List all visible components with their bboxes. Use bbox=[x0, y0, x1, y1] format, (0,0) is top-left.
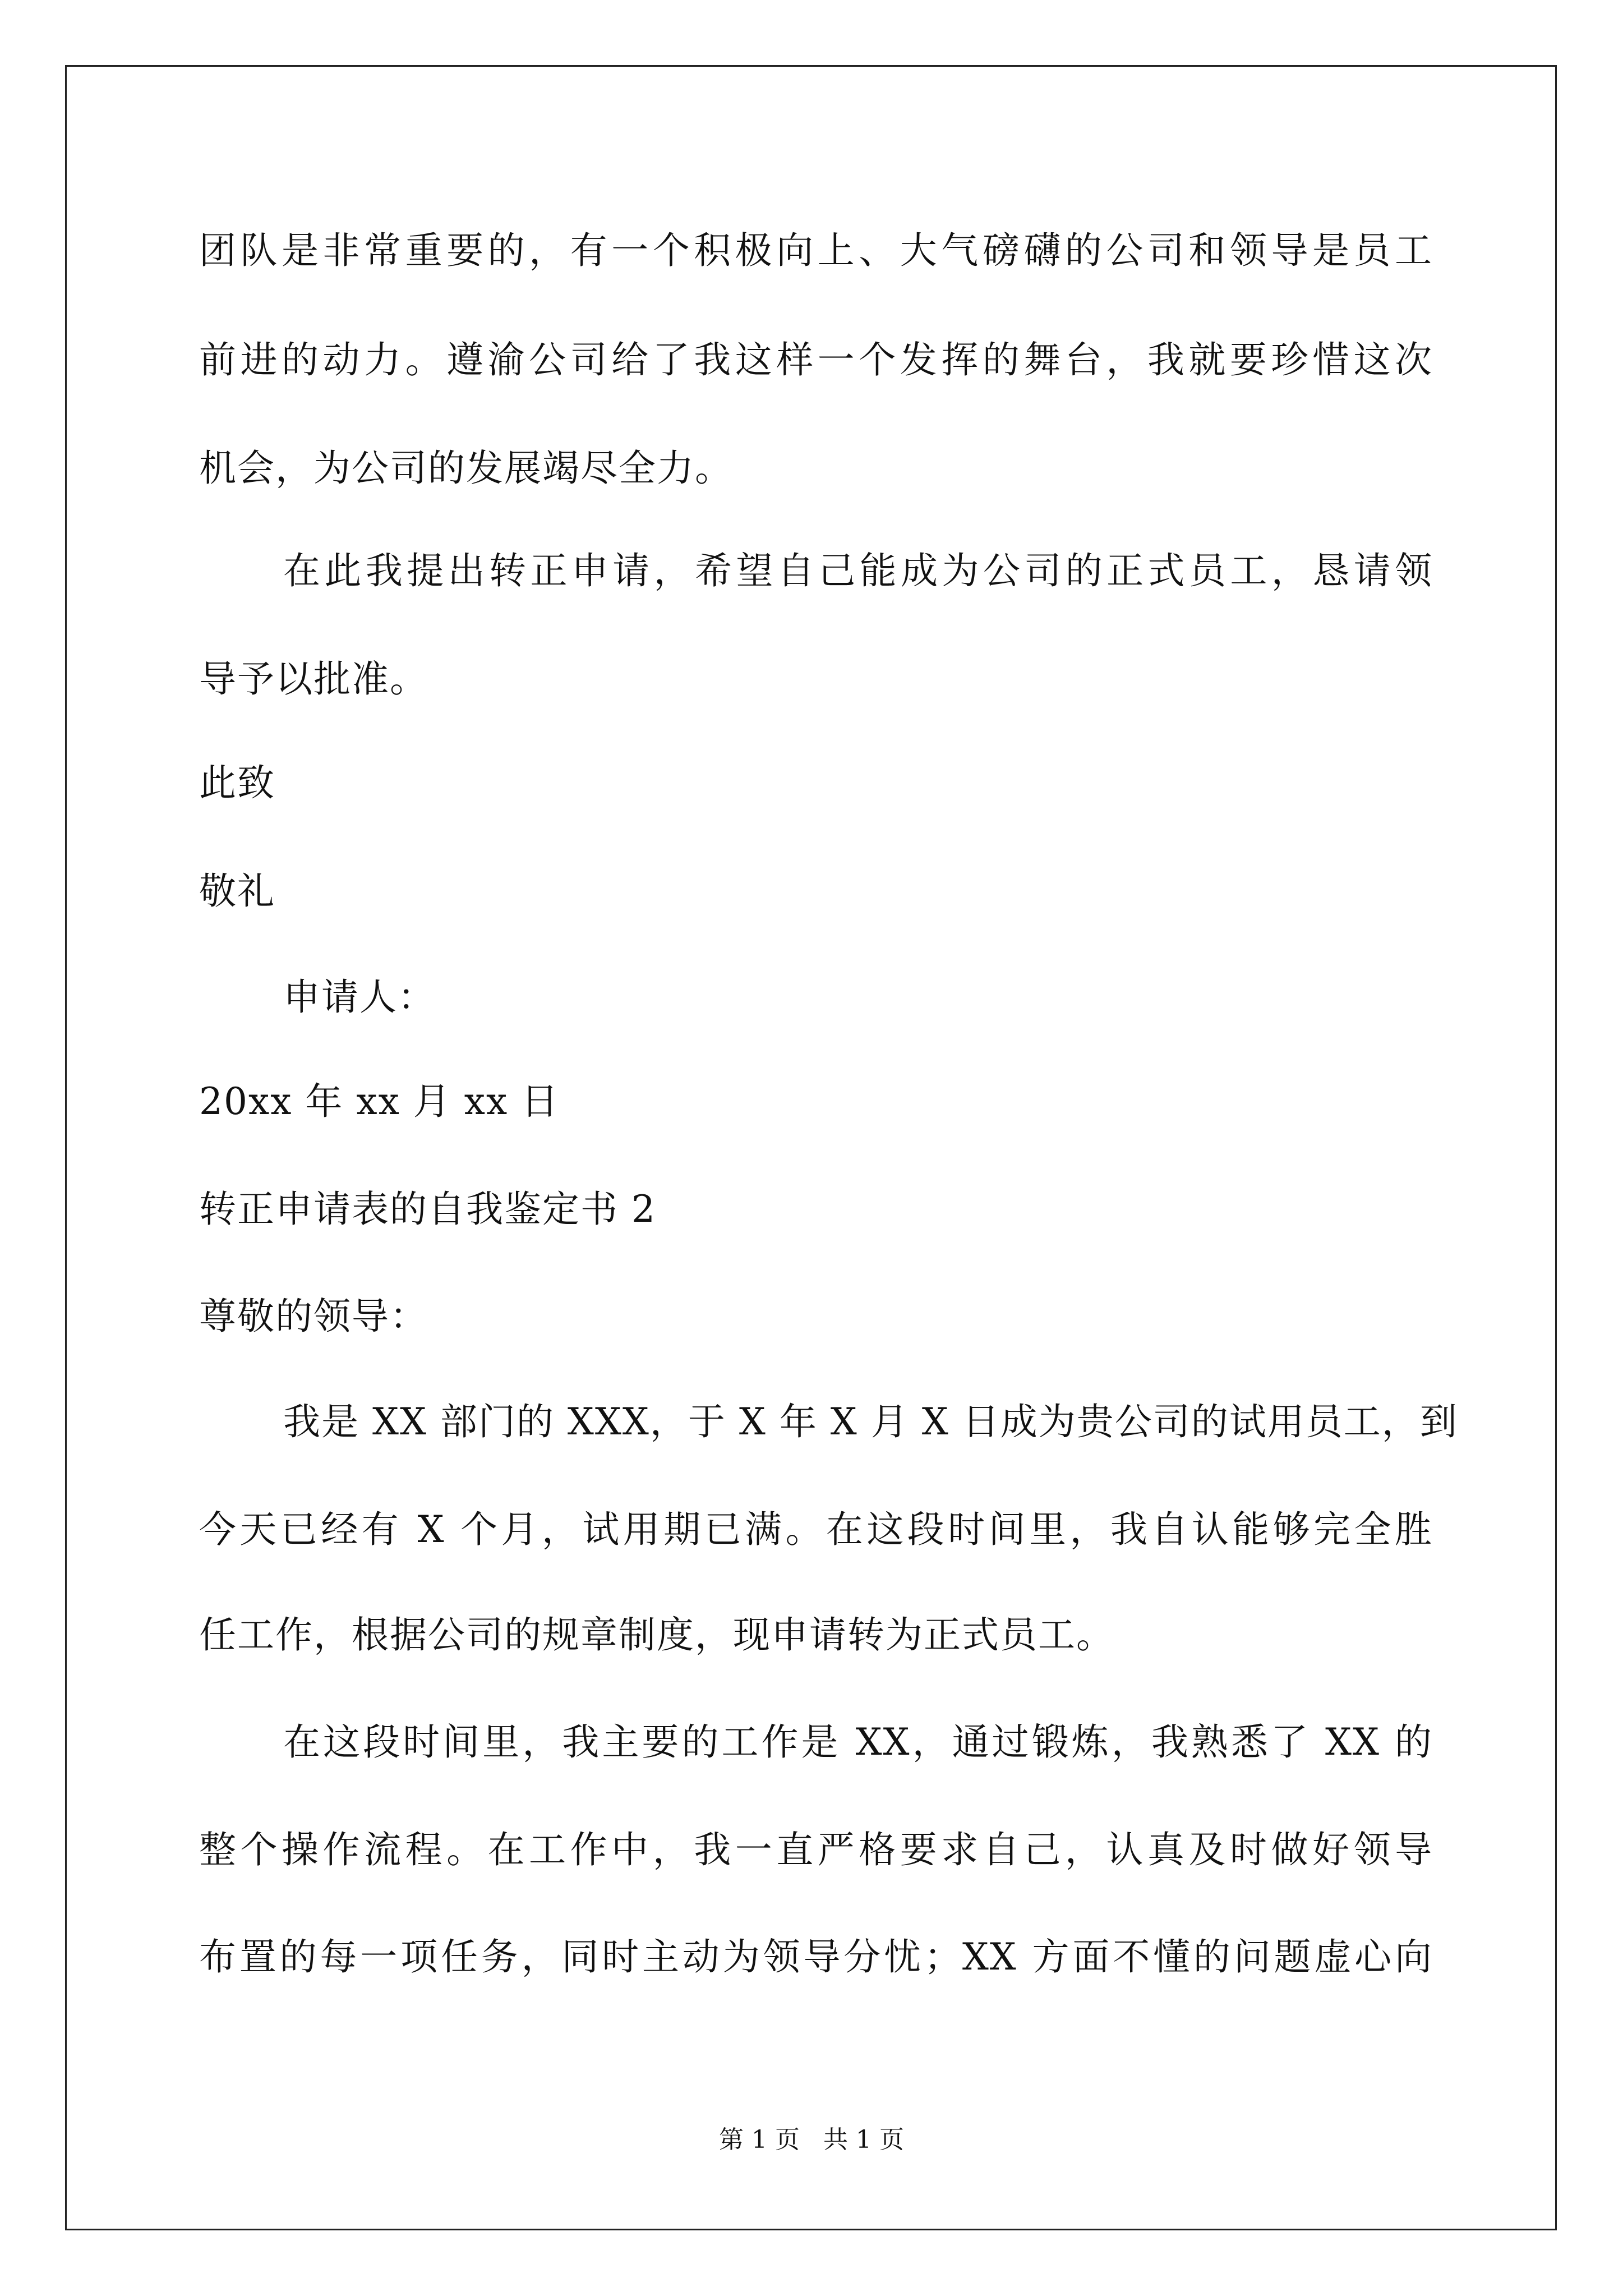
paragraph-line: 任工作，根据公司的规章制度，现申请转为正式员工。 bbox=[199, 1613, 1114, 1657]
paragraph-line: 今天已经有 X 个月，试用期已满。在这段时间里，我自认能够完全胜 bbox=[199, 1508, 1433, 1551]
salutation-line: 此致 bbox=[199, 761, 275, 804]
paragraph-line: 布置的每一项任务，同时主动为领导分忧；XX 方面不懂的问题虚心向 bbox=[199, 1935, 1433, 1978]
applicant-line: 申请人： bbox=[283, 976, 436, 1019]
paragraph-line: 在这段时间里，我主要的工作是 XX，通过锻炼，我熟悉了 XX 的 bbox=[283, 1720, 1433, 1764]
date-line: 20xx 年 xx 月 xx 日 bbox=[199, 1080, 560, 1123]
paragraph-line: 导予以批准。 bbox=[199, 657, 428, 701]
paragraph-line: 团队是非常重要的，有一个积极向上、大气磅礴的公司和领导是员工 bbox=[199, 229, 1433, 272]
paragraph-line: 我是 XX 部门的 XXX，于 X 年 X 月 X 日成为贵公司的试用员工，到 bbox=[283, 1400, 1458, 1443]
section-title: 转正申请表的自我鉴定书 2 bbox=[199, 1188, 656, 1231]
page-footer: 第 1 页 共 1 页 bbox=[719, 2125, 904, 2154]
paragraph-line: 整个操作流程。在工作中，我一直严格要求自己，认真及时做好领导 bbox=[199, 1828, 1433, 1871]
greeting-line: 尊敬的领导： bbox=[199, 1295, 428, 1338]
paragraph-line: 前进的动力。遵渝公司给了我这样一个发挥的舞台，我就要珍惜这次 bbox=[199, 338, 1433, 381]
salutation-line: 敬礼 bbox=[199, 869, 275, 913]
paragraph-line: 在此我提出转正申请，希望自己能成为公司的正式员工，恳请领 bbox=[283, 549, 1433, 592]
paragraph-line: 机会，为公司的发展竭尽全力。 bbox=[199, 447, 733, 490]
page-border bbox=[65, 65, 1557, 2230]
